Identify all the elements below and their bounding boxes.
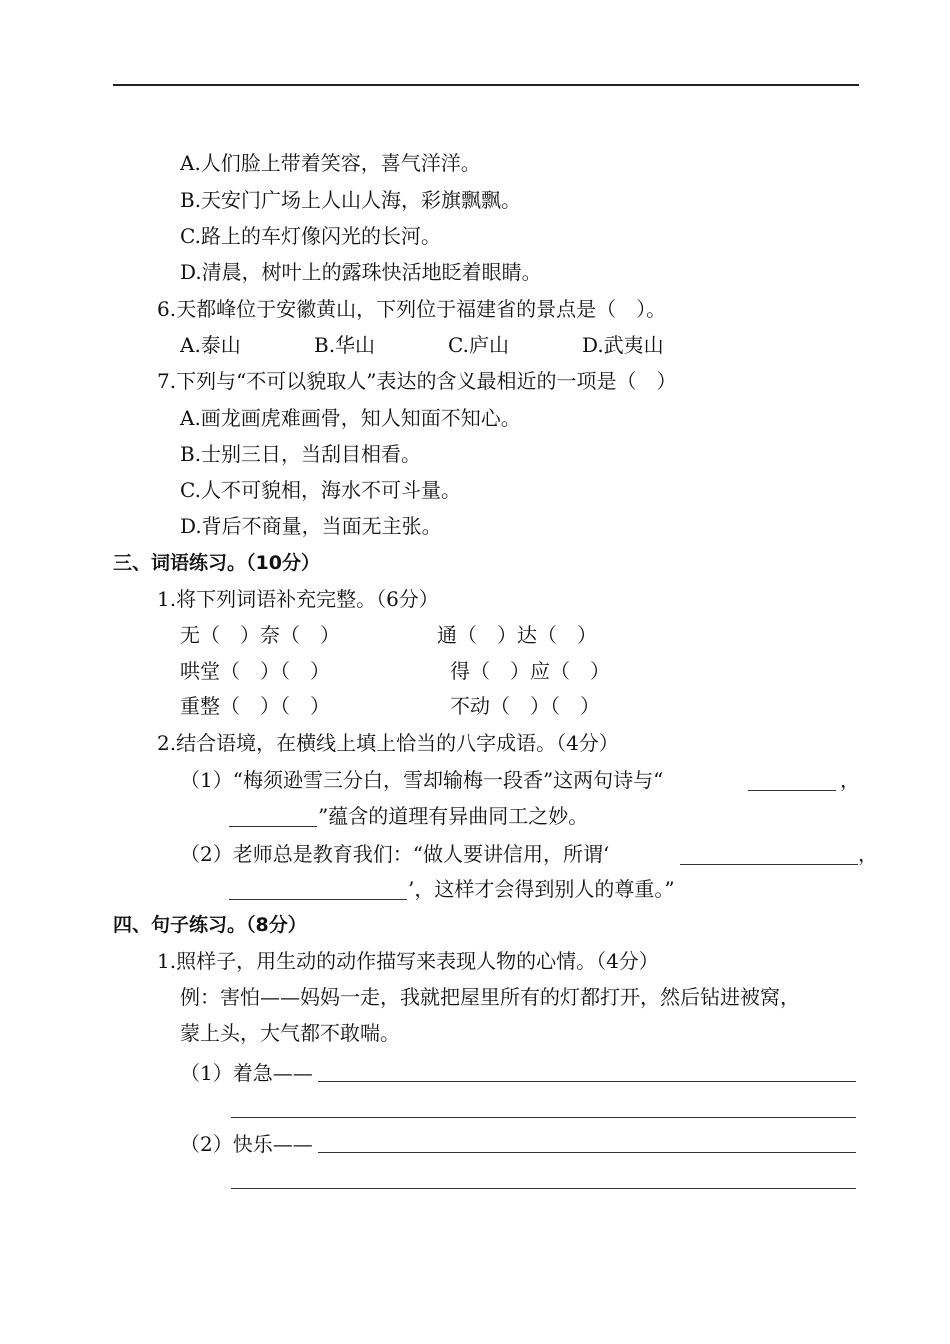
idiom-2: 通（ ）达（ ） xyxy=(437,623,597,647)
item-2-answer-line-1[interactable] xyxy=(318,1152,856,1153)
q2-1-text-a: （1）“梅须逊雪三分白，雪却输梅一段香”这两句诗与“ xyxy=(180,768,664,792)
idiom-6: 不动（ ）（ ） xyxy=(450,694,600,718)
q7-option-b: B.士别三日，当刮目相看。 xyxy=(180,442,422,466)
q6-option-a: A.泰山 xyxy=(180,333,241,357)
q2-1-comma: ， xyxy=(840,768,860,792)
q2-2-blank-2[interactable] xyxy=(229,899,407,900)
item-2-answer-line-2[interactable] xyxy=(231,1188,856,1189)
q2-2-text-a: （2）老师总是教育我们：“做人要讲信用，所谓‘ xyxy=(180,842,610,866)
item-2-label: （2）快乐—— xyxy=(180,1132,313,1156)
item-1-label: （1）着急—— xyxy=(180,1061,313,1085)
idiom-4: 得（ ）应（ ） xyxy=(450,659,610,683)
section3-q2-stem: 2.结合语境，在横线上填上恰当的八字成语。（4分） xyxy=(157,731,619,755)
idiom-3: 哄堂（ ）（ ） xyxy=(180,659,330,683)
item-1-answer-line-2[interactable] xyxy=(231,1117,856,1118)
example-line-2: 蒙上头，大气都不敢喘。 xyxy=(180,1021,400,1045)
q2-2-comma: ， xyxy=(858,842,878,866)
section4-q1-stem: 1.照样子，用生动的动作描写来表现人物的心情。（4分） xyxy=(157,949,659,973)
q7-stem: 7.下列与“不可以貌取人”表达的含义最相近的一项是（ ） xyxy=(157,369,677,393)
q2-2-blank-1[interactable] xyxy=(680,864,858,865)
q2-1-text-c: ”蕴含的道理有异曲同工之妙。 xyxy=(318,804,589,828)
q6-option-d: D.武夷山 xyxy=(582,333,664,357)
q7-option-c: C.人不可貌相，海水不可斗量。 xyxy=(180,478,461,502)
section3-title: 三、词语练习。（10分） xyxy=(113,552,320,574)
q5-option-c: C.路上的车灯像闪光的长河。 xyxy=(180,224,441,248)
q7-option-d: D.背后不商量，当面无主张。 xyxy=(180,514,442,538)
q7-option-a: A.画龙画虎难画骨，知人知面不知心。 xyxy=(180,406,521,430)
item-1-answer-line-1[interactable] xyxy=(318,1081,856,1082)
q6-stem: 6.天都峰位于安徽黄山，下列位于福建省的景点是（ ）。 xyxy=(157,297,667,321)
q6-option-b: B.华山 xyxy=(314,333,376,357)
section3-q1-stem: 1.将下列词语补充完整。（6分） xyxy=(157,587,439,611)
q6-option-c: C.庐山 xyxy=(448,333,509,357)
section4-title: 四、句子练习。（8分） xyxy=(113,914,307,936)
idiom-5: 重整（ ）（ ） xyxy=(180,694,330,718)
q5-option-b: B.天安门广场上人山人海，彩旗飘飘。 xyxy=(180,188,522,212)
idiom-1: 无（ ）奈（ ） xyxy=(180,623,340,647)
header-rule xyxy=(113,84,859,86)
q2-1-blank-2[interactable] xyxy=(229,826,317,827)
q2-1-blank-1[interactable] xyxy=(748,790,836,791)
q5-option-a: A.人们脸上带着笑容，喜气洋洋。 xyxy=(180,151,481,175)
q5-option-d: D.清晨，树叶上的露珠快活地眨着眼睛。 xyxy=(180,260,542,284)
q2-2-text-c: ’，这样才会得到别人的尊重。” xyxy=(408,877,675,901)
example-line-1: 例：害怕——妈妈一走，我就把屋里所有的灯都打开，然后钻进被窝， xyxy=(180,985,800,1009)
